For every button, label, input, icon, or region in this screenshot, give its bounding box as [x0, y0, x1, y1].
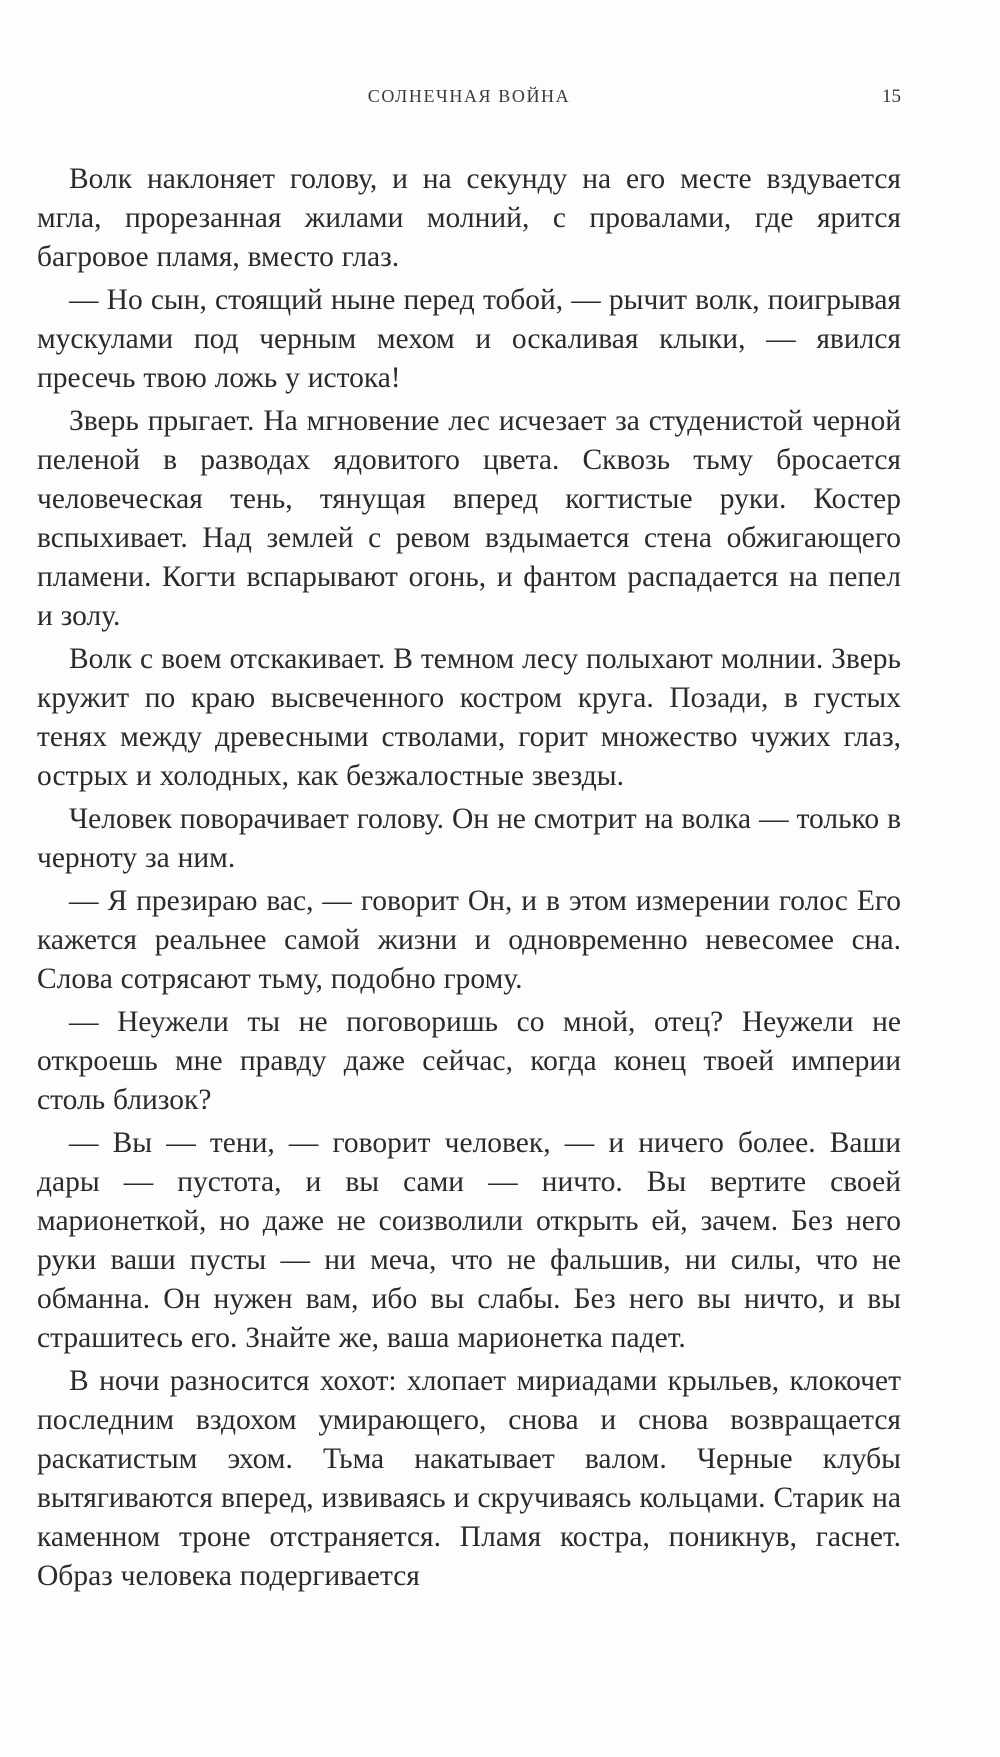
paragraph: Волк с воем отскакивает. В темном лесу полыхают молнии. Зверь кружит по краю высвеченного костром круга. Позади, в густых тенях между древесными стволами, горит множество чужих глаз, острых и холодных, как безжалостные звезды. — [37, 643, 901, 792]
body-text — [37, 160, 901, 1596]
paragraph: — Вы — тени, — говорит человек, — и ничего более. Ваши дары — пустота, и вы сами — ничто. Вы вертите своей марионеткой, но даже не соизволили открыть ей, зачем. Без него руки ваши пусты — ни меча, что не фальшив, ни силы, что не обманна. Он нужен вам, ибо вы слабы. Без него вы ничто, и вы страшитесь его. Знайте же, ваша марионетка падет. — [37, 1127, 901, 1354]
paragraph: Зверь прыгает. На мгновение лес исчезает за студенистой черной пеленой в разводах ядовитого цвета. Сквозь тьму бросается человеческая тень, тянущая вперед когтистые руки. Костер вспыхивает. Над землей с ревом вздымается стена обжигающего пламени. Когти вспарывают огонь, и фантом распадается на пепел и золу. — [37, 405, 901, 632]
paragraph: — Я презираю вас, — говорит Он, и в этом измерении голос Его кажется реальнее самой жизни и одновременно невесомее сна. Слова сотрясают тьму, подобно грому. — [37, 885, 901, 995]
running-header — [37, 86, 901, 114]
paragraph: В ночи разносится хохот: хлопает мириадами крыльев, клокочет последним вздохом умирающего, снова и снова возвращается раскатистым эхом. Тьма накатывает валом. Черные клубы вытягиваются вперед, извиваясь и скручиваясь кольцами. Старик на каменном троне отстраняется. Пламя костра, поникнув, гаснет. Образ человека подергивается — [37, 1365, 901, 1592]
running-title: СОЛНЕЧНАЯ ВОЙНА — [367, 86, 571, 106]
paragraph: Человек поворачивает голову. Он не смотрит на волка — только в черноту за ним. — [37, 803, 901, 874]
paragraph: — Неужели ты не поговоришь со мной, отец? Неужели не откроешь мне правду даже сейчас, когда конец твоей империи столь близок? — [37, 1006, 901, 1116]
paragraph: Волк наклоняет голову, и на секунду на его месте вздувается мгла, прорезанная жилами молний, с провалами, где ярится багровое пламя, вместо глаз. — [37, 163, 901, 273]
paragraph: — Но сын, стоящий ныне перед тобой, — рычит волк, поигрывая мускулами под черным мехом и оскаливая клыки, — явился пресечь твою ложь у истока! — [37, 284, 901, 394]
page-number: 15 — [882, 86, 901, 107]
